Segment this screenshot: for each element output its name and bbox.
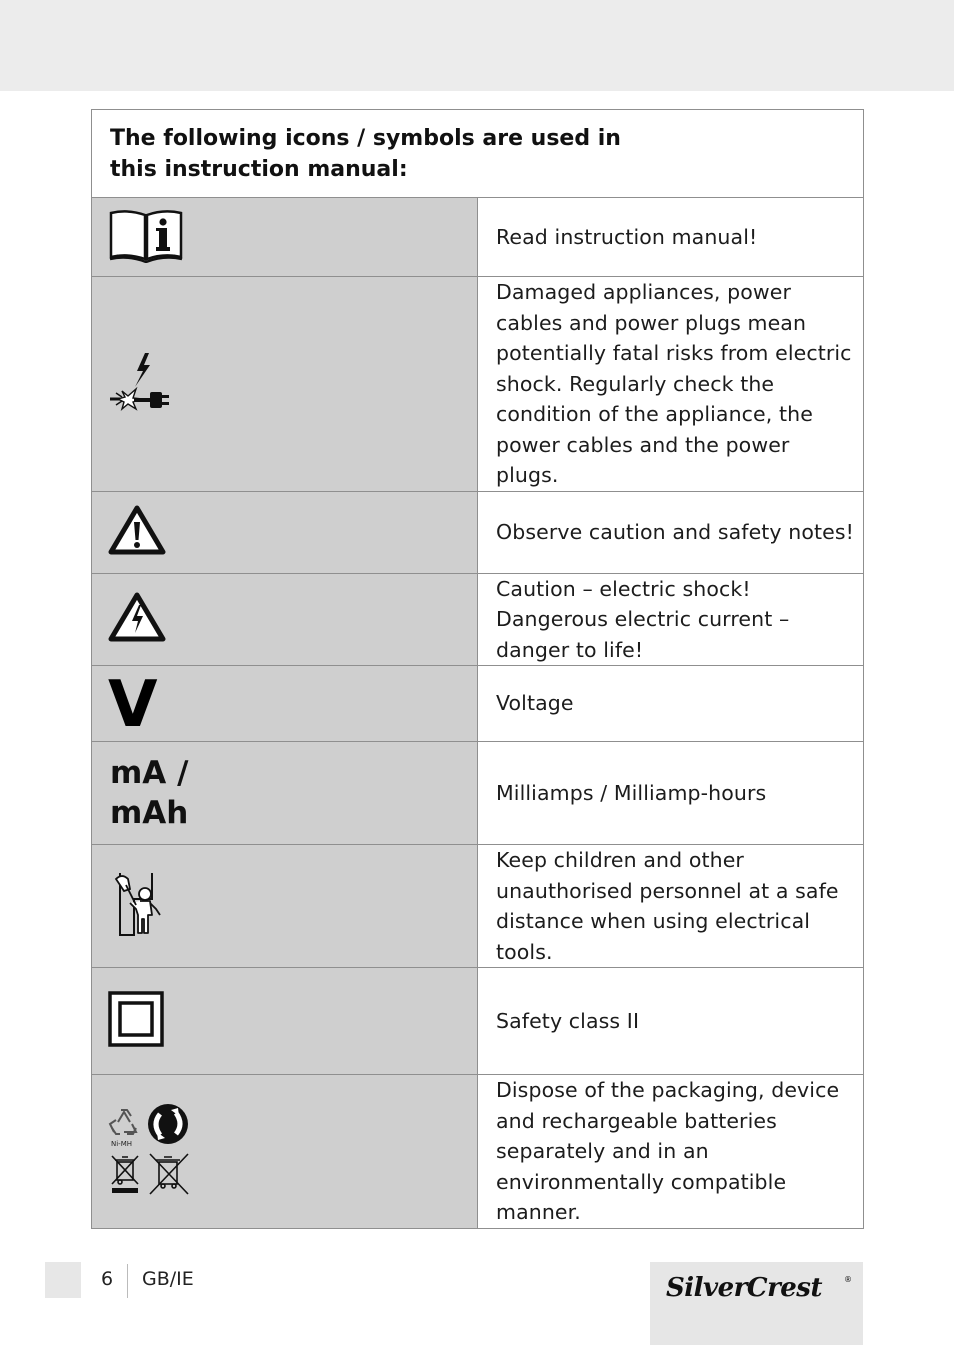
table-header-row — [92, 110, 864, 198]
brand-logo-text: SilverCrest — [666, 1273, 822, 1303]
damaged-cable-icon — [108, 351, 172, 413]
footer-marker — [45, 1262, 81, 1298]
table-row — [92, 491, 864, 573]
row-text: separately and in an environmentally compatible manner. — [496, 1139, 787, 1224]
row-text: distance when using electrical tools. — [496, 909, 811, 964]
row-text: Dangerous electric current – danger to life! — [496, 607, 790, 662]
region-code: GB/IE — [142, 1268, 194, 1290]
row-text: Safety class II — [496, 1008, 640, 1033]
crossed-bin-icon-2 — [150, 1154, 188, 1194]
row-text: condition of the appliance, the power cables and the power plugs. — [496, 402, 813, 487]
green-dot-icon — [148, 1104, 188, 1144]
table-row — [92, 198, 864, 277]
description-cell — [478, 1075, 864, 1229]
row-text: Voltage — [496, 691, 574, 716]
table-row — [92, 1075, 864, 1229]
description-cell — [478, 742, 864, 845]
row-text: Damaged appliances, power cables and power plugs mean — [496, 280, 807, 335]
keep-children-away-icon — [108, 869, 168, 939]
description-cell — [478, 968, 864, 1075]
row-text: Observe caution and safety notes! — [496, 519, 854, 544]
icon-cell — [92, 666, 478, 742]
description-cell — [478, 491, 864, 573]
icon-cell — [92, 573, 478, 666]
icon-cell — [92, 198, 478, 277]
row-text: Milliamps / Milliamp-hours — [496, 780, 767, 805]
header-text: The following icons / symbols are used in this instruction manual: — [110, 126, 621, 182]
row-text: Caution – electric shock! — [496, 576, 751, 601]
recycle-label: Ni-MH — [111, 1140, 133, 1149]
milliamp-icon-line-2: mAh — [110, 795, 189, 831]
description-cell — [478, 277, 864, 492]
table-row — [92, 968, 864, 1075]
table-row — [92, 666, 864, 742]
icon-cell — [92, 845, 478, 968]
description-cell — [478, 666, 864, 742]
description-cell — [478, 845, 864, 968]
table-row — [92, 742, 864, 845]
row-text: Read instruction manual! — [496, 224, 758, 249]
table-row — [92, 845, 864, 968]
recycle-icon — [110, 1110, 136, 1134]
icon-cell — [92, 277, 478, 492]
description-cell — [478, 573, 864, 666]
row-text: Keep children and other unauthorised personnel at a safe — [496, 848, 839, 903]
symbols-table — [91, 109, 864, 1229]
icon-cell — [92, 1075, 478, 1229]
bin-bar — [112, 1188, 138, 1193]
safety-class-ii-icon — [106, 990, 166, 1048]
top-band — [0, 0, 954, 91]
description-cell — [478, 198, 864, 277]
milliamp-icon — [108, 753, 477, 833]
read-manual-icon — [108, 207, 184, 263]
table-header — [92, 110, 864, 198]
brand-registered-mark: ® — [844, 1275, 852, 1284]
milliamp-icon-line-1: mA / — [110, 755, 189, 791]
voltage-icon — [106, 674, 158, 730]
row-text: potentially fatal risks from electric shock. Regularly check the — [496, 341, 852, 396]
warning-triangle-icon — [108, 504, 166, 556]
table-row — [92, 573, 864, 666]
crossed-bin-icon — [112, 1156, 138, 1184]
voltage-icon-text: V — [108, 673, 158, 730]
icon-cell — [92, 968, 478, 1075]
icon-cell — [92, 742, 478, 845]
brand-logo — [664, 1268, 854, 1304]
footer-divider — [127, 1264, 128, 1298]
row-text: Dispose of the packaging, device and rechargeable batteries — [496, 1078, 840, 1133]
page-number: 6 — [101, 1268, 114, 1290]
table-row — [92, 277, 864, 492]
disposal-icons — [108, 1102, 198, 1196]
icon-cell — [92, 491, 478, 573]
electric-shock-triangle-icon — [108, 591, 166, 643]
